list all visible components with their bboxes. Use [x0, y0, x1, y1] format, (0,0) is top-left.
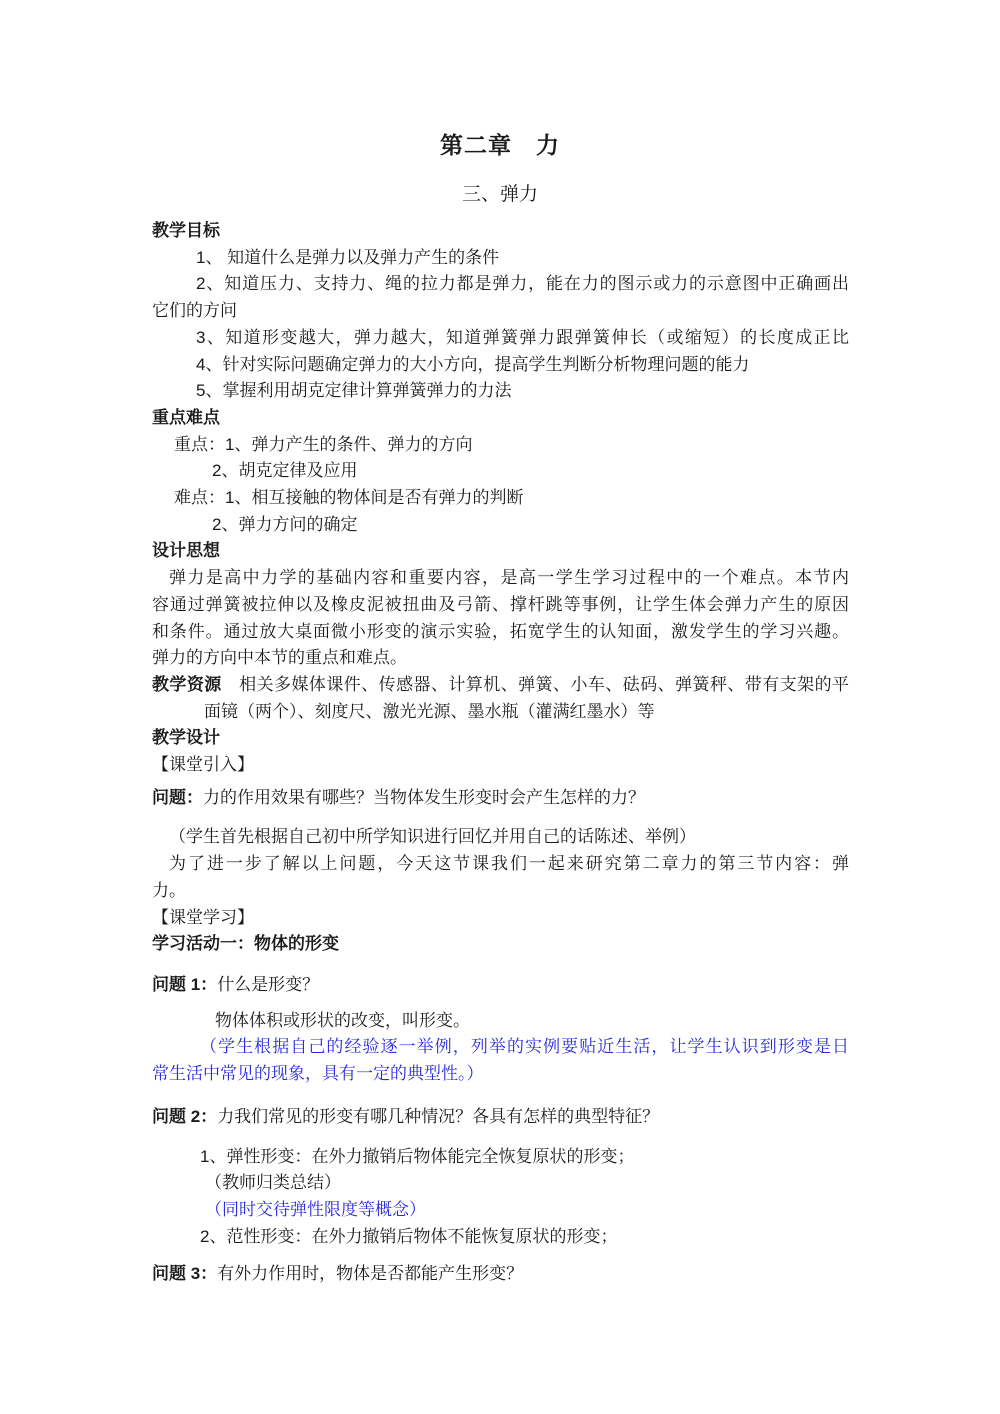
text-segment: 什么是形变？ — [217, 974, 320, 994]
text-line — [152, 1034, 849, 1061]
bold-label: 问题 3： — [152, 1264, 218, 1284]
text-segment: 【课堂学习】 — [152, 907, 254, 927]
text-line — [152, 1144, 849, 1171]
text-segment: 它们的方问 — [152, 301, 237, 321]
text-line — [152, 1104, 849, 1131]
text-line — [152, 245, 849, 272]
text-segment: 弹力是高中力学的基础内容和重要内容，是高一学生学习过程中的一个难点。本节内 — [169, 568, 849, 588]
bold-label: 教学资源 — [152, 674, 222, 694]
text-segment: 弹力的方向中本节的重点和难点。 — [152, 648, 407, 668]
text-line — [152, 325, 849, 352]
text-segment: 为了进一步了解以上问题，今天这节课我们一起来研究第二章力的第三节内容：弹 — [169, 854, 849, 874]
text-segment: 1、 知道什么是弹力以及弹力产生的条件 — [196, 247, 500, 267]
text-line — [152, 878, 849, 905]
text-segment: 容通过弹簧被拉伸以及橡皮泥被扭曲及弓箭、撑杆跳等事例，让学生体会弹力产生的原因 — [152, 594, 849, 614]
text-segment: 难点：1、相互接触的物体间是否有弹力的判断 — [174, 488, 524, 508]
text-segment: 2、知道压力、支持力、绳的拉力都是弹力，能在力的图示或力的示意图中正确画出 — [196, 274, 849, 294]
text-line — [152, 1008, 849, 1035]
text-line — [152, 1170, 849, 1197]
text-segment: （学生首先根据自己初中所学知识进行回忆并用自己的话陈述、举例） — [169, 827, 696, 847]
text-segment: 2、范性形变：在外力撤销后物体不能恢复原状的形变； — [200, 1226, 618, 1246]
bold-label: 学习活动一：物体的形变 — [152, 934, 339, 954]
text-line — [152, 485, 849, 512]
text-line — [152, 298, 849, 325]
text-line — [152, 271, 849, 298]
text-line — [152, 931, 849, 958]
text-line — [152, 378, 849, 405]
text-segment: 力我们常见的形变有哪几种情况？各具有怎样的典型特征？ — [217, 1106, 660, 1126]
text-line — [152, 565, 849, 592]
text-segment: 力。 — [152, 880, 186, 900]
text-line — [152, 538, 849, 565]
text-segment: 有外力作用时，物体是否都能产生形变？ — [217, 1264, 524, 1284]
text-segment: 和条件。通过放大桌面微小形变的演示实验，拓宽学生的认知面，激发学生的学习兴趣。 — [152, 621, 849, 641]
text-line — [152, 352, 849, 379]
text-line — [152, 699, 849, 726]
bold-label: 问题 1： — [152, 974, 218, 994]
chapter-title: 第二章 力 — [440, 132, 560, 158]
text-line — [152, 218, 849, 245]
bold-label: 教学目标 — [152, 221, 220, 240]
bold-label: 问题： — [152, 787, 203, 807]
text-segment: 2、弹力方问的确定 — [212, 514, 358, 534]
text-line — [152, 1261, 849, 1288]
text-line — [152, 512, 849, 539]
text-segment: 重点：1、弹力产生的条件、弹力的方向 — [174, 434, 473, 454]
teacher-note-blue: （同时交待弹性限度等概念） — [205, 1199, 426, 1219]
text-line — [152, 1224, 849, 1251]
text-segment: 1、弹性形变：在外力撤销后物体能完全恢复原状的形变； — [200, 1146, 635, 1166]
section-title: 三、弹力 — [461, 184, 538, 205]
text-segment: 相关多媒体课件、传感器、计算机、弹簧、小车、砝码、弹簧秤、带有支架的平 — [221, 674, 850, 694]
bold-label: 问题 2： — [152, 1106, 218, 1126]
text-line — [152, 725, 849, 752]
text-line — [152, 824, 849, 851]
text-line — [152, 1061, 849, 1088]
text-line — [152, 405, 849, 432]
bold-label: 设计思想 — [152, 541, 220, 561]
text-line — [152, 645, 849, 672]
teacher-note-blue: （学生根据自己的经验逐一举例，列举的实例要贴近生活，让学生认识到形变是日 — [200, 1037, 849, 1057]
text-segment: 【课堂引入】 — [152, 755, 254, 775]
text-segment: 2、胡克定律及应用 — [212, 461, 358, 481]
document-body — [152, 218, 849, 1288]
bold-label: 重点难点 — [152, 407, 220, 427]
text-line — [152, 672, 849, 699]
text-line — [152, 432, 849, 459]
text-segment: 物体体积或形状的改变，叫形变。 — [215, 1010, 470, 1030]
text-line — [152, 785, 849, 812]
text-segment: （教师归类总结） — [205, 1173, 341, 1193]
text-segment: 5、掌握利用胡克定律计算弹簧弹力的力法 — [196, 381, 512, 401]
text-line — [152, 905, 849, 932]
text-segment: 力的作用效果有哪些？当物体发生形变时会产生怎样的力？ — [203, 787, 645, 807]
text-line — [152, 752, 849, 779]
text-segment: 面镜（两个）、刻度尺、激光光源、墨水瓶（灌满红墨水）等 — [204, 701, 655, 721]
text-line — [152, 592, 849, 619]
teacher-note-blue: 常生活中常见的现象，具有一定的典型性。） — [152, 1064, 484, 1084]
text-line — [152, 619, 849, 646]
text-line — [152, 458, 849, 485]
text-line — [152, 851, 849, 878]
bold-label: 教学设计 — [152, 728, 220, 748]
text-segment: 3、知道形变越大，弹力越大，知道弹簧弹力跟弹簧伸长（或缩短）的长度成正比 — [196, 327, 849, 347]
text-segment: 4、针对实际问题确定弹力的大小方向，提高学生判断分析物理问题的能力 — [196, 354, 750, 374]
text-line — [152, 972, 849, 999]
text-line — [152, 1197, 849, 1224]
